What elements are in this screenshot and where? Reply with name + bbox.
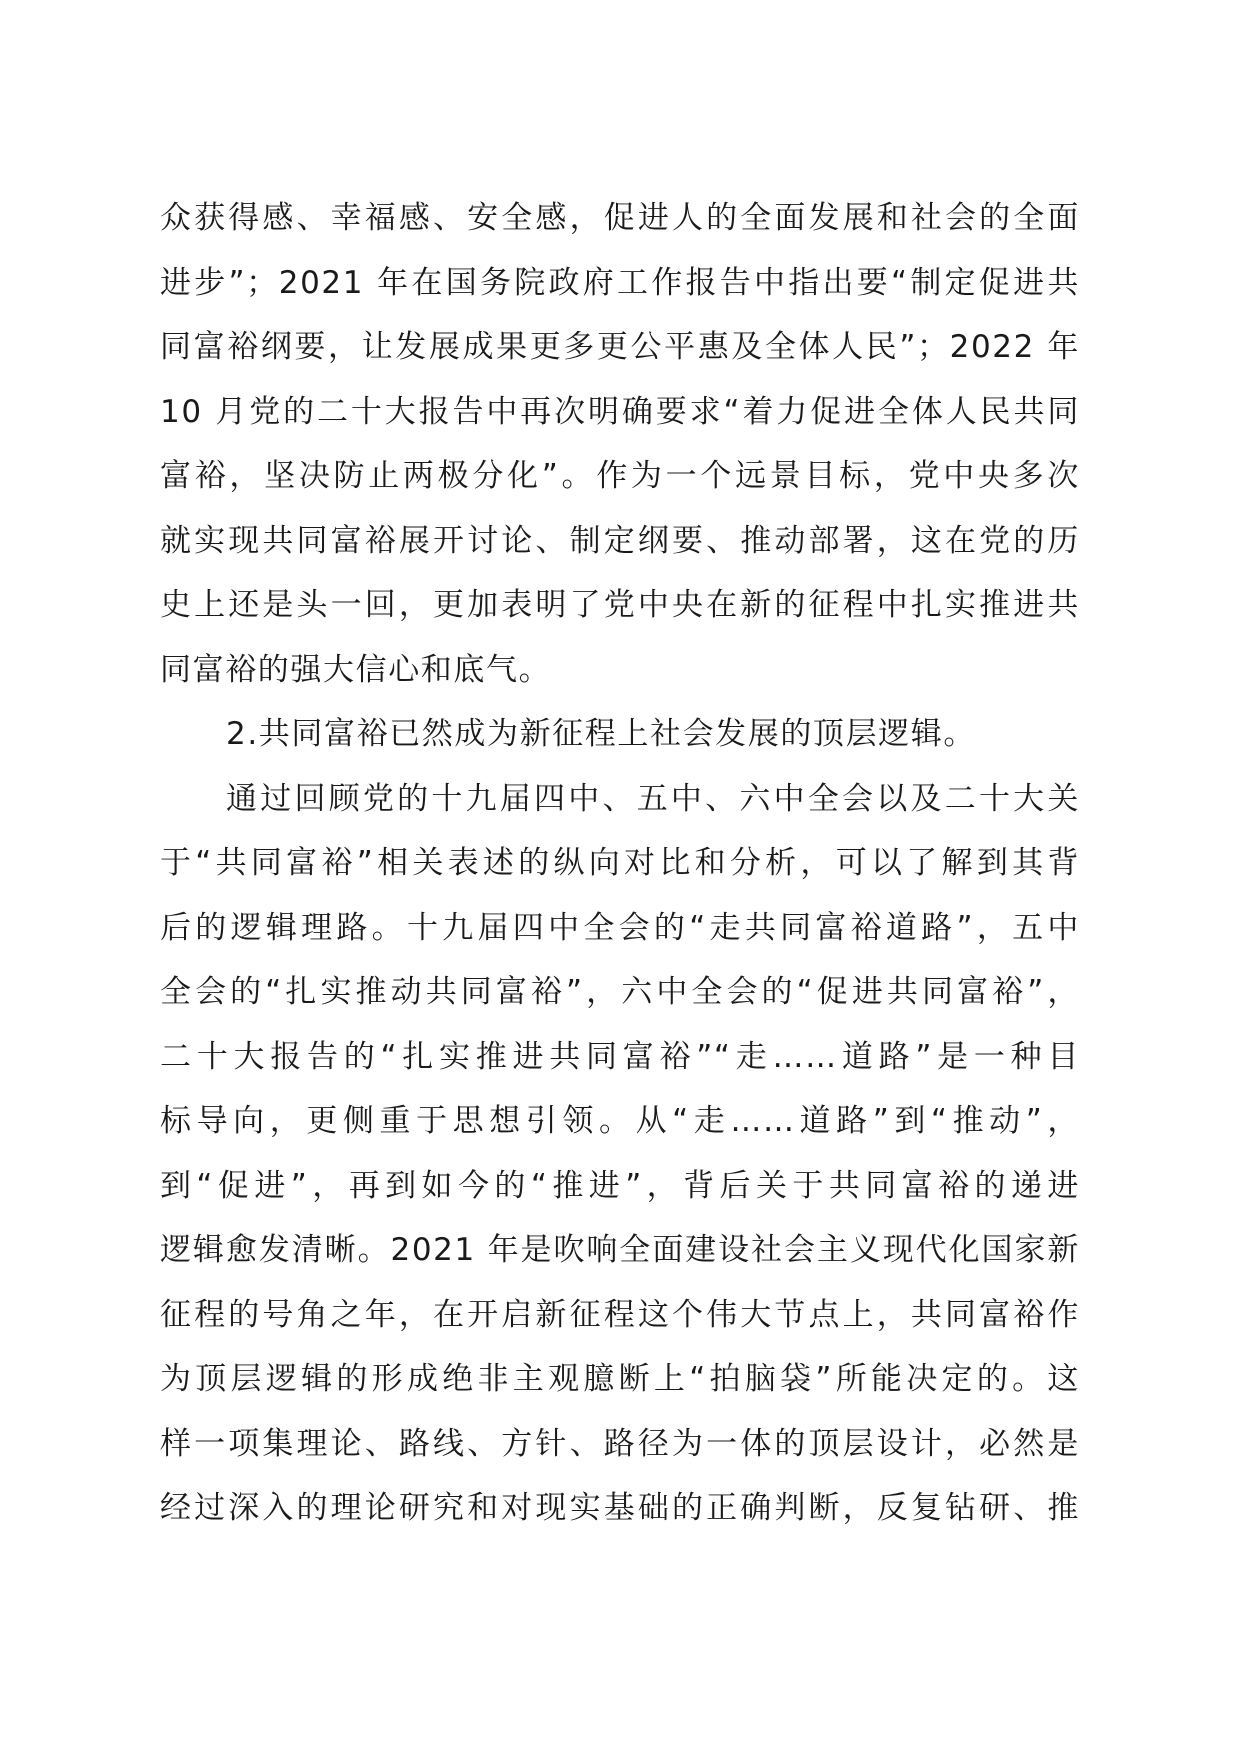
text-line: 全会的“扎实推动共同富裕”，六中全会的“促进共同富裕”，	[160, 974, 1080, 1010]
text-line: 就实现共同富裕展开讨论、制定纲要、推动部署，这在党的历	[160, 522, 1080, 559]
text-line: 于“共同富裕”相关表述的纵向对比和分析，可以了解到其背	[160, 845, 1080, 881]
text-line: 2.共同富裕已然成为新征程上社会发展的顶层逻辑。	[226, 716, 976, 752]
text-line: 征程的号角之年，在开启新征程这个伟大节点上，共同富裕作	[160, 1296, 1080, 1333]
text-line: 史上还是头一回，更加表明了党中央在新的征程中扎实推进共	[160, 587, 1080, 623]
text-line: 通过回顾党的十九届四中、五中、六中全会以及二十大关	[226, 780, 1080, 817]
text-line: 10 月党的二十大报告中再次明确要求“着力促进全体人民共同	[160, 393, 1080, 430]
text-line: 后的逻辑理路。十九届四中全会的“走共同富裕道路”，五中	[160, 909, 1080, 946]
text-line: 逻辑愈发清晰。2021 年是吹响全面建设社会主义现代化国家新	[160, 1232, 1080, 1268]
text-line: 富裕，坚决防止两极分化”。作为一个远景目标，党中央多次	[160, 458, 1080, 494]
text-line: 经过深入的理论研究和对现实基础的正确判断，反复钻研、推	[160, 1490, 1080, 1526]
text-line: 同富裕的强大信心和底气。	[160, 651, 552, 688]
text-line: 众获得感、幸福感、安全感，促进人的全面发展和社会的全面	[160, 200, 1080, 236]
text-line: 进步”；2021 年在国务院政府工作报告中指出要“制定促进共	[160, 264, 1080, 301]
text-line: 到“促进”，再到如今的“推进”，背后关于共同富裕的递进	[160, 1167, 1081, 1204]
text-line: 标导向，更侧重于思想引领。从“走……道路”到“推动”，	[160, 1103, 1080, 1139]
text-line: 二十大报告的“扎实推进共同富裕”“走……道路”是一种目	[160, 1038, 1080, 1075]
text-line: 同富裕纲要，让发展成果更多更公平惠及全体人民”；2022 年	[160, 329, 1080, 365]
body-text	[160, 186, 1080, 1541]
text-line: 样一项集理论、路线、方针、路径为一体的顶层设计，必然是	[160, 1425, 1080, 1462]
text-line: 为顶层逻辑的形成绝非主观臆断上“拍脑袋”所能决定的。这	[160, 1361, 1080, 1397]
